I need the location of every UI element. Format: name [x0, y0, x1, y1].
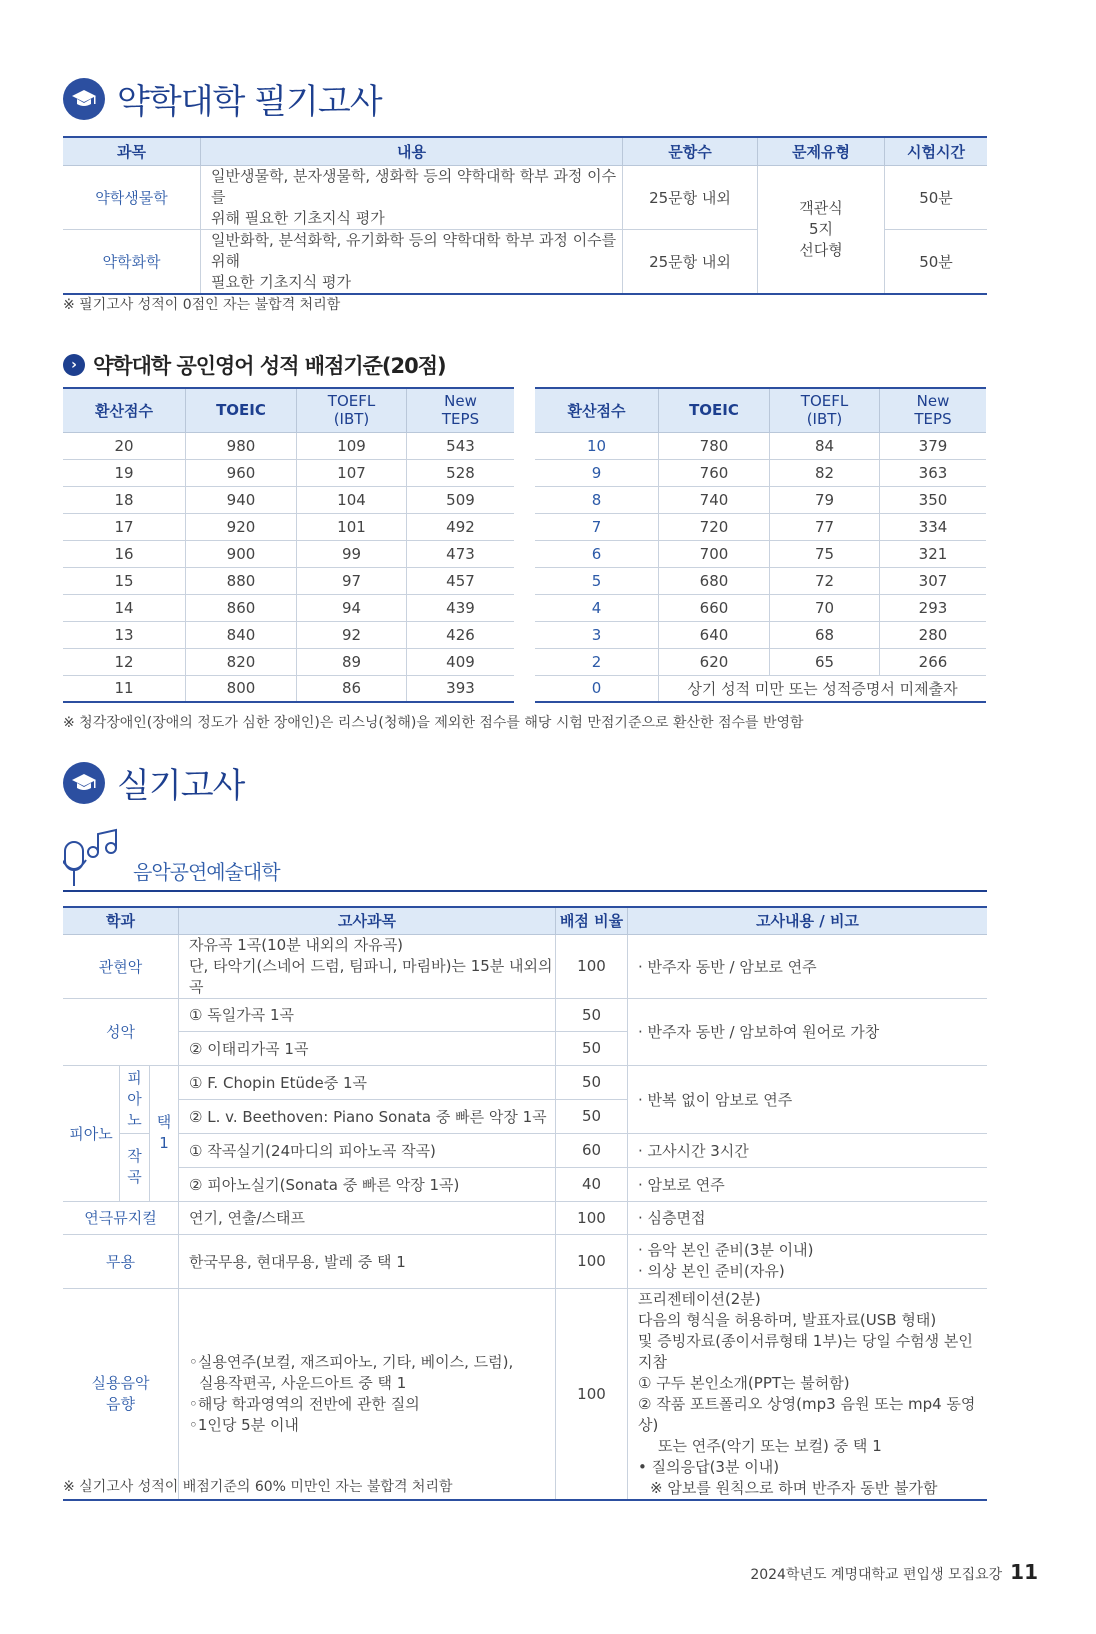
table-row	[535, 540, 986, 567]
count-cell: 25문항 내외	[623, 165, 758, 229]
page-number: 11	[1010, 1560, 1038, 1584]
teps-cell: 439	[407, 594, 515, 621]
header-teps: New TEPS	[880, 388, 987, 432]
teps-cell: 457	[407, 567, 515, 594]
teps-cell: 280	[880, 621, 987, 648]
teps-cell: 379	[880, 432, 987, 459]
count-cell: 25문항 내외	[623, 229, 758, 294]
toeic-cell: 880	[186, 567, 297, 594]
toeic-cell: 760	[659, 459, 770, 486]
ratio-cell: 50	[556, 1031, 628, 1065]
header-dept: 학과	[63, 907, 179, 934]
english-table-left	[63, 387, 514, 703]
microphone-note-icon	[63, 828, 125, 890]
subject-cell: 한국무용, 현대무용, 발레 중 택 1	[179, 1234, 556, 1288]
college-header	[63, 828, 987, 892]
score-cell: 5	[535, 567, 659, 594]
score-cell: 0	[535, 675, 659, 702]
type-cell: 객관식 5지 선다형	[758, 165, 885, 294]
dept-cell: 관현악	[63, 934, 179, 998]
score-cell: 3	[535, 621, 659, 648]
toefl-cell: 72	[770, 567, 880, 594]
header-score: 환산점수	[535, 388, 659, 432]
section-title-practical	[63, 758, 244, 807]
score-cell: 13	[63, 621, 186, 648]
ratio-cell: 60	[556, 1133, 628, 1167]
table-row	[63, 594, 514, 621]
subject-cell: ② L. v. Beethoven: Piano Sonata 중 빠른 악장 1곡	[179, 1099, 556, 1133]
toeic-cell: 620	[659, 648, 770, 675]
composition-subcell: 작 곡	[120, 1133, 150, 1201]
no-score-cell: 상기 성적 미만 또는 성적증명서 미제출자	[659, 675, 987, 702]
teps-cell: 492	[407, 513, 515, 540]
ratio-cell: 40	[556, 1167, 628, 1201]
header-ratio: 배점 비율	[556, 907, 628, 934]
toeic-cell: 980	[186, 432, 297, 459]
score-cell: 17	[63, 513, 186, 540]
page-title: 약학대학 필기고사	[117, 82, 382, 122]
subject-cell: ② 피아노실기(Sonata 중 빠른 악장 1곡)	[179, 1167, 556, 1201]
teps-cell: 363	[880, 459, 987, 486]
table-row	[535, 486, 986, 513]
note-cell: · 암보로 연주	[628, 1167, 988, 1201]
toeic-cell: 780	[659, 432, 770, 459]
table-row	[535, 513, 986, 540]
table-row	[63, 486, 514, 513]
score-cell: 11	[63, 675, 186, 702]
ratio-cell: 100	[556, 1288, 628, 1500]
teps-cell: 307	[880, 567, 987, 594]
toefl-cell: 77	[770, 513, 880, 540]
toefl-cell: 94	[297, 594, 407, 621]
table-row	[63, 513, 514, 540]
subject-cell: ① 작곡실기(24마디의 피아노곡 작곡)	[179, 1133, 556, 1167]
subject-cell: ① F. Chopin Etüde중 1곡	[179, 1065, 556, 1099]
written-note: ※ 필기고사 성적이 0점인 자는 불합격 처리함	[63, 297, 341, 313]
teps-cell: 321	[880, 540, 987, 567]
college-name: 음악공연예술대학	[133, 860, 280, 884]
english-note: ※ 청각장애인(장애의 정도가 심한 장애인)은 리스닝(청해)을 제외한 점수를 해당 시험 만점기준으로 환산한 점수를 반영함	[63, 715, 804, 731]
time-cell: 50분	[885, 165, 988, 229]
subject-cell: ◦실용연주(보컬, 재즈피아노, 기타, 베이스, 드럼), 실용작편곡, 사운드아트 중 택 1 ◦해당 학과영역의 전반에 관한 질의 ◦1인당 5분 이내	[179, 1288, 556, 1500]
ratio-cell: 50	[556, 1065, 628, 1099]
subject-cell: ① 독일가곡 1곡	[179, 998, 556, 1031]
ratio-cell: 100	[556, 1201, 628, 1234]
toeic-cell: 920	[186, 513, 297, 540]
table-row	[63, 1133, 987, 1167]
written-exam-table	[63, 136, 987, 295]
note-cell: · 반주자 동반 / 암보로 연주	[628, 934, 988, 998]
header-subject: 고사과목	[179, 907, 556, 934]
score-cell: 18	[63, 486, 186, 513]
table-row	[63, 567, 514, 594]
toeic-cell: 820	[186, 648, 297, 675]
time-cell: 50분	[885, 229, 988, 294]
toefl-cell: 79	[770, 486, 880, 513]
header-note: 고사내용 / 비고	[628, 907, 988, 934]
toeic-cell: 700	[659, 540, 770, 567]
score-cell: 2	[535, 648, 659, 675]
table-row	[535, 594, 986, 621]
choose-cell: 택 1	[150, 1065, 179, 1201]
table-row	[535, 648, 986, 675]
dept-cell: 무용	[63, 1234, 179, 1288]
score-cell: 19	[63, 459, 186, 486]
score-cell: 10	[535, 432, 659, 459]
note-cell: · 반복 없이 암보로 연주	[628, 1065, 988, 1133]
teps-cell: 293	[880, 594, 987, 621]
graduation-cap-icon	[63, 762, 105, 804]
note-cell: · 심층면접	[628, 1201, 988, 1234]
toeic-cell: 720	[659, 513, 770, 540]
table-row	[63, 459, 514, 486]
teps-cell: 350	[880, 486, 987, 513]
dept-cell: 실용음악 음향	[63, 1288, 179, 1500]
toeic-cell: 680	[659, 567, 770, 594]
header-score: 환산점수	[63, 388, 186, 432]
teps-cell: 528	[407, 459, 515, 486]
header-type: 문제유형	[758, 137, 885, 165]
toeic-cell: 660	[659, 594, 770, 621]
practical-note: ※ 실기고사 성적이 배점기준의 60% 미만인 자는 불합격 처리함	[63, 1479, 453, 1495]
teps-cell: 393	[407, 675, 515, 702]
score-cell: 7	[535, 513, 659, 540]
section-title-written	[63, 74, 382, 123]
dept-cell: 피아노	[63, 1065, 120, 1201]
table-row	[63, 540, 514, 567]
content-cell: 일반화학, 분석화학, 유기화학 등의 약학대학 학부 과정 이수를 위해 필요한 기초지식 평가	[201, 229, 623, 294]
teps-cell: 334	[880, 513, 987, 540]
toefl-cell: 104	[297, 486, 407, 513]
ratio-cell: 100	[556, 934, 628, 998]
teps-cell: 543	[407, 432, 515, 459]
score-cell: 8	[535, 486, 659, 513]
english-table-right	[535, 387, 986, 703]
table-row	[63, 675, 514, 702]
teps-cell: 509	[407, 486, 515, 513]
toeic-cell: 840	[186, 621, 297, 648]
subject-cell: 약학생물학	[63, 165, 201, 229]
toefl-cell: 82	[770, 459, 880, 486]
header-toeic: TOEIC	[659, 388, 770, 432]
dept-cell: 연극뮤지컬	[63, 1201, 179, 1234]
page-footer	[750, 1560, 1038, 1584]
dept-cell: 성악	[63, 998, 179, 1065]
subject-cell: ② 이태리가곡 1곡	[179, 1031, 556, 1065]
toefl-cell: 84	[770, 432, 880, 459]
subject-cell: 약학화학	[63, 229, 201, 294]
table-row	[63, 934, 987, 998]
toefl-cell: 109	[297, 432, 407, 459]
toeic-cell: 740	[659, 486, 770, 513]
toeic-cell: 640	[659, 621, 770, 648]
note-cell: · 고사시간 3시간	[628, 1133, 988, 1167]
toeic-cell: 800	[186, 675, 297, 702]
toeic-cell: 940	[186, 486, 297, 513]
toefl-cell: 68	[770, 621, 880, 648]
score-cell: 15	[63, 567, 186, 594]
teps-cell: 409	[407, 648, 515, 675]
teps-cell: 426	[407, 621, 515, 648]
english-title: 약학대학 공인영어 성적 배점기준(20점)	[93, 354, 446, 378]
ratio-cell: 50	[556, 1099, 628, 1133]
toefl-cell: 75	[770, 540, 880, 567]
toefl-cell: 86	[297, 675, 407, 702]
table-row	[535, 675, 986, 702]
piano-subcell: 피 아 노	[120, 1065, 150, 1133]
ratio-cell: 100	[556, 1234, 628, 1288]
header-toefl: TOEFL (IBT)	[770, 388, 880, 432]
table-row	[63, 621, 514, 648]
practical-table	[63, 906, 987, 1501]
score-cell: 4	[535, 594, 659, 621]
table-row	[535, 432, 986, 459]
table-row	[63, 1234, 987, 1288]
table-row	[63, 1288, 987, 1500]
header-content: 내용	[201, 137, 623, 165]
score-cell: 20	[63, 432, 186, 459]
score-cell: 14	[63, 594, 186, 621]
table-row	[63, 1167, 987, 1201]
content-cell: 일반생물학, 분자생물학, 생화학 등의 약학대학 학부 과정 이수를 위해 필요한 기초지식 평가	[201, 165, 623, 229]
toefl-cell: 101	[297, 513, 407, 540]
table-row	[63, 998, 987, 1031]
toeic-cell: 900	[186, 540, 297, 567]
header-subject: 과목	[63, 137, 201, 165]
practical-title: 실기고사	[117, 766, 245, 806]
table-row	[63, 648, 514, 675]
toefl-cell: 97	[297, 567, 407, 594]
note-cell: · 반주자 동반 / 암보하여 원어로 가창	[628, 998, 988, 1065]
score-cell: 6	[535, 540, 659, 567]
note-cell: · 음악 본인 준비(3분 이내) · 의상 본인 준비(자유)	[628, 1234, 988, 1288]
subject-cell: 자유곡 1곡(10분 내외의 자유곡) 단, 타악기(스네어 드럼, 팀파니, 마림바)는 15분 내외의 곡	[179, 934, 556, 998]
graduation-cap-icon	[63, 78, 105, 120]
table-row	[535, 567, 986, 594]
table-row	[63, 1065, 987, 1099]
table-row	[535, 459, 986, 486]
teps-cell: 266	[880, 648, 987, 675]
footer-text: 2024학년도 계명대학교 편입생 모집요강	[750, 1567, 1003, 1583]
toefl-cell: 107	[297, 459, 407, 486]
header-toeic: TOEIC	[186, 388, 297, 432]
score-cell: 16	[63, 540, 186, 567]
table-row	[63, 1201, 987, 1234]
toeic-cell: 860	[186, 594, 297, 621]
header-count: 문항수	[623, 137, 758, 165]
score-cell: 12	[63, 648, 186, 675]
toefl-cell: 89	[297, 648, 407, 675]
table-row	[535, 621, 986, 648]
toefl-cell: 65	[770, 648, 880, 675]
ratio-cell: 50	[556, 998, 628, 1031]
chevron-right-icon: ›	[63, 354, 85, 376]
header-toefl: TOEFL (IBT)	[297, 388, 407, 432]
english-subtitle	[63, 350, 446, 380]
toefl-cell: 99	[297, 540, 407, 567]
toefl-cell: 70	[770, 594, 880, 621]
table-row	[63, 165, 987, 229]
subject-cell: 연기, 연출/스태프	[179, 1201, 556, 1234]
toefl-cell: 92	[297, 621, 407, 648]
header-time: 시험시간	[885, 137, 988, 165]
teps-cell: 473	[407, 540, 515, 567]
note-cell: 프리젠테이션(2분) 다음의 형식을 허용하며, 발표자료(USB 형태) 및 증빙자료(종이서류형태 1부)는 당일 수험생 본인 지참 ① 구두 본인소개(PPT는 불허함) ② 작품 포트폴리오 상영(mp3 음원 또는 mp4 동영상) 또는 연주(악기 또는 보컬) 중 택 1 • 질의응답(3분 이내) ※ 암보를 원칙으로 하며 반주자 동반 불가함	[628, 1288, 988, 1500]
toeic-cell: 960	[186, 459, 297, 486]
score-cell: 9	[535, 459, 659, 486]
table-row	[63, 432, 514, 459]
header-teps: New TEPS	[407, 388, 515, 432]
